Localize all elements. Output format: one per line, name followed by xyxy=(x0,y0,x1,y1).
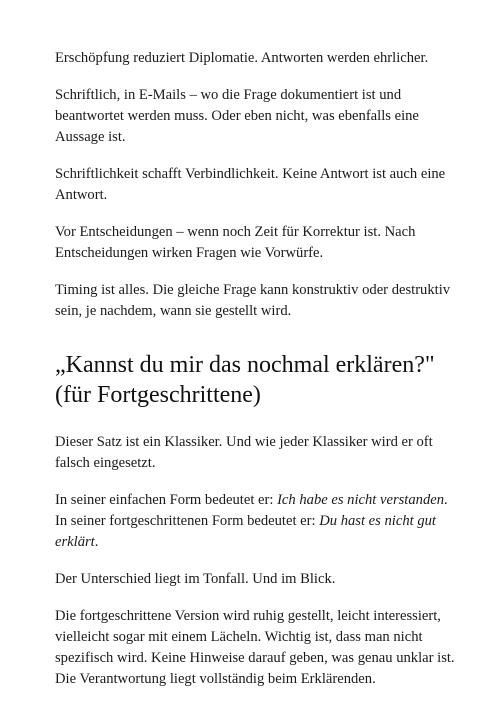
paragraph-meaning xyxy=(55,490,455,553)
paragraph-decisions: Vor Entscheidungen – wenn noch Zeit für Korrektur ist. Nach Entscheidungen wirken Fragen wie Vorwürfe. xyxy=(55,224,416,261)
meaning-italic-2: Du hast es nicht gut erklärt xyxy=(55,513,436,550)
document-page xyxy=(55,48,455,706)
meaning-text-3: . xyxy=(94,534,99,550)
paragraph-written: Schriftlich, in E-Mails – wo die Frage dokumentiert ist und beantwortet werden muss. Oder eben nicht, was ebenfalls eine Aussage ist. xyxy=(55,87,419,145)
paragraph-exhaustion: Erschöpfung reduziert Diplomatie. Antworten werden ehrlicher. xyxy=(55,50,429,66)
paragraph-timing: Timing ist alles. Die gleiche Frage kann konstruktiv oder destruktiv sein, je nachdem, wann sie gestellt wird. xyxy=(55,282,451,319)
paragraph-difference: Der Unterschied liegt im Tonfall. Und im Blick. xyxy=(55,571,336,587)
meaning-text-2: . In seiner fortgeschrittenen Form bedeutet er: xyxy=(55,492,448,529)
meaning-text-1: In seiner einfachen Form bedeutet er: xyxy=(55,492,278,508)
section-heading: „Kannst du mir das nochmal erklären?" (für Fortgeschrittene) xyxy=(55,352,435,408)
paragraph-commitment: Schriftlichkeit schafft Verbindlichkeit. Keine Antwort ist auch eine Antwort. xyxy=(55,166,446,203)
meaning-italic-1: Ich habe es nicht verstanden xyxy=(277,492,445,508)
paragraph-advanced-version: Die fortgeschrittene Version wird ruhig gestellt, leicht interessiert, vielleicht sogar mit einem Lächeln. Wichtig ist, dass man nicht spezifisch wird. Keine Hinweise darauf geben, was genau unklar ist. Die Verantwortung liegt vollständig beim Erklärenden. xyxy=(55,608,455,687)
paragraph-classic: Dieser Satz ist ein Klassiker. Und wie jeder Klassiker wird er oft falsch eingesetzt. xyxy=(55,434,433,471)
